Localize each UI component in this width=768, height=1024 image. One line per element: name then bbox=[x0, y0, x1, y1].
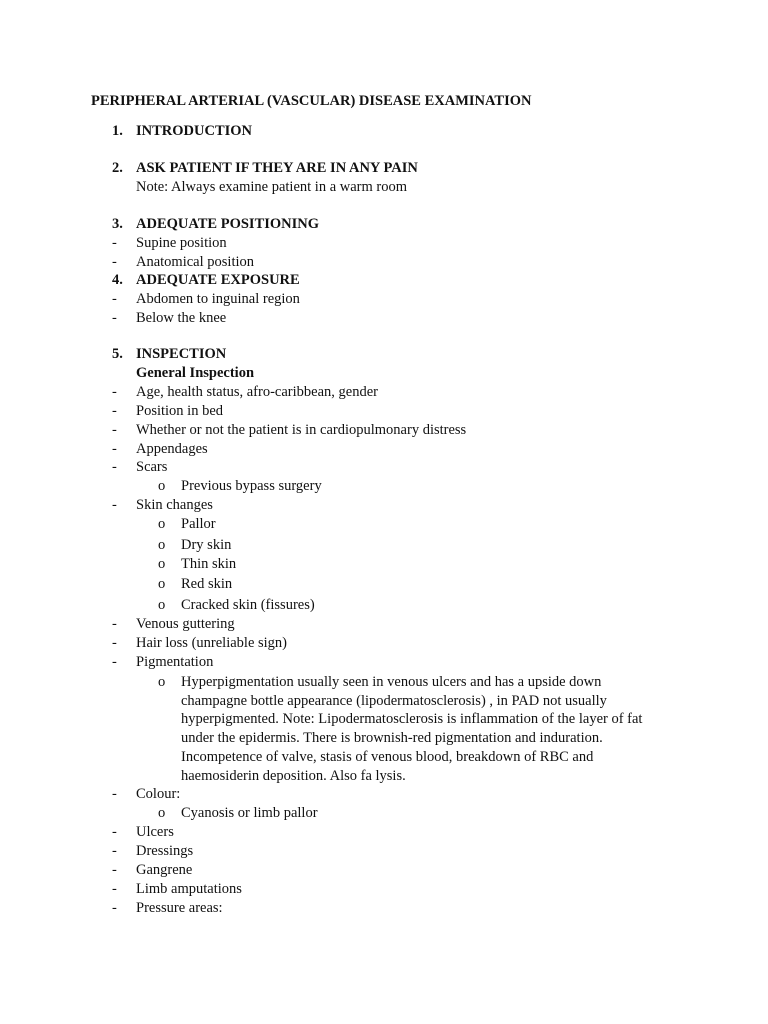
dash-bullet: - bbox=[112, 786, 117, 802]
list-item: Anatomical position bbox=[136, 254, 254, 270]
dash-bullet: - bbox=[112, 824, 117, 840]
list-item: Supine position bbox=[136, 235, 227, 251]
section-number: 2. bbox=[112, 160, 123, 176]
section-note: Note: Always examine patient in a warm room bbox=[136, 179, 407, 195]
dash-bullet: - bbox=[112, 441, 117, 457]
dash-bullet: - bbox=[112, 459, 117, 475]
dash-bullet: - bbox=[112, 843, 117, 859]
sub-list-item: Previous bypass surgery bbox=[181, 478, 322, 494]
list-item: Age, health status, afro-caribbean, gender bbox=[136, 384, 378, 400]
dash-bullet: - bbox=[112, 310, 117, 326]
sub-list-item: Cyanosis or limb pallor bbox=[181, 805, 318, 821]
circle-bullet: o bbox=[158, 478, 166, 494]
circle-bullet: o bbox=[158, 597, 166, 613]
list-item: Skin changes bbox=[136, 497, 213, 513]
sub-list-item: Red skin bbox=[181, 576, 233, 592]
section-heading: INSPECTION bbox=[136, 346, 227, 362]
list-item: Gangrene bbox=[136, 862, 193, 878]
list-item: Appendages bbox=[136, 441, 208, 457]
section-heading: ADEQUATE EXPOSURE bbox=[136, 272, 300, 288]
dash-bullet: - bbox=[112, 616, 117, 632]
sub-list-item: Dry skin bbox=[181, 537, 232, 553]
dash-bullet: - bbox=[112, 291, 117, 307]
dash-bullet: - bbox=[112, 900, 117, 916]
list-item: Ulcers bbox=[136, 824, 174, 840]
list-item: Colour: bbox=[136, 786, 181, 802]
list-item: Pigmentation bbox=[136, 654, 214, 670]
sub-list-item: Cracked skin (fissures) bbox=[181, 597, 315, 613]
dash-bullet: - bbox=[112, 403, 117, 419]
circle-bullet: o bbox=[158, 556, 166, 572]
dash-bullet: - bbox=[112, 635, 117, 651]
sub-list-item: Pallor bbox=[181, 516, 216, 532]
list-item: Position in bed bbox=[136, 403, 224, 419]
paragraph-line: under the epidermis. There is brownish-red pigmentation and induration. bbox=[181, 730, 603, 747]
section-heading: INTRODUCTION bbox=[136, 123, 253, 139]
list-item: Scars bbox=[136, 459, 168, 475]
circle-bullet: o bbox=[158, 576, 166, 592]
list-item: Dressings bbox=[136, 843, 194, 859]
circle-bullet: o bbox=[158, 537, 166, 553]
section-heading: ASK PATIENT IF THEY ARE IN ANY PAIN bbox=[136, 160, 418, 176]
dash-bullet: - bbox=[112, 881, 117, 897]
list-item: Whether or not the patient is in cardiopulmonary distress bbox=[136, 422, 467, 438]
pigmentation-paragraph bbox=[181, 673, 681, 785]
list-item: Abdomen to inguinal region bbox=[136, 291, 300, 307]
paragraph-line: Incompetence of valve, stasis of venous blood, breakdown of RBC and bbox=[181, 748, 594, 765]
circle-bullet: o bbox=[158, 516, 166, 532]
dash-bullet: - bbox=[112, 384, 117, 400]
dash-bullet: - bbox=[112, 654, 117, 670]
dash-bullet: - bbox=[112, 422, 117, 438]
section-subheading: General Inspection bbox=[136, 365, 255, 381]
circle-bullet: o bbox=[158, 805, 166, 821]
section-number: 4. bbox=[112, 272, 123, 288]
dash-bullet: - bbox=[112, 497, 117, 513]
section-number: 5. bbox=[112, 346, 123, 362]
paragraph-line: champagne bottle appearance (lipodermatosclerosis) , in PAD not usually bbox=[181, 692, 607, 709]
paragraph-line: Hyperpigmentation usually seen in venous ulcers and has a upside down bbox=[181, 674, 602, 690]
dash-bullet: - bbox=[112, 862, 117, 878]
list-item: Pressure areas: bbox=[136, 900, 223, 916]
document-title: PERIPHERAL ARTERIAL (VASCULAR) DISEASE EXAMINATION bbox=[91, 93, 532, 109]
paragraph-line: haemosiderin deposition. Also fa lysis. bbox=[181, 767, 406, 784]
list-item: Venous guttering bbox=[136, 616, 235, 632]
dash-bullet: - bbox=[112, 254, 117, 270]
section-number: 3. bbox=[112, 216, 123, 232]
dash-bullet: - bbox=[112, 235, 117, 251]
paragraph-line: hyperpigmented. Note: Lipodermatosclerosis is inflammation of the layer of fat bbox=[181, 711, 643, 728]
circle-bullet: o bbox=[158, 674, 166, 690]
list-item: Hair loss (unreliable sign) bbox=[136, 635, 288, 651]
sub-list-item: Thin skin bbox=[181, 556, 237, 572]
section-heading: ADEQUATE POSITIONING bbox=[136, 216, 320, 232]
list-item: Limb amputations bbox=[136, 881, 242, 897]
section-number: 1. bbox=[112, 123, 123, 139]
list-item: Below the knee bbox=[136, 310, 227, 326]
